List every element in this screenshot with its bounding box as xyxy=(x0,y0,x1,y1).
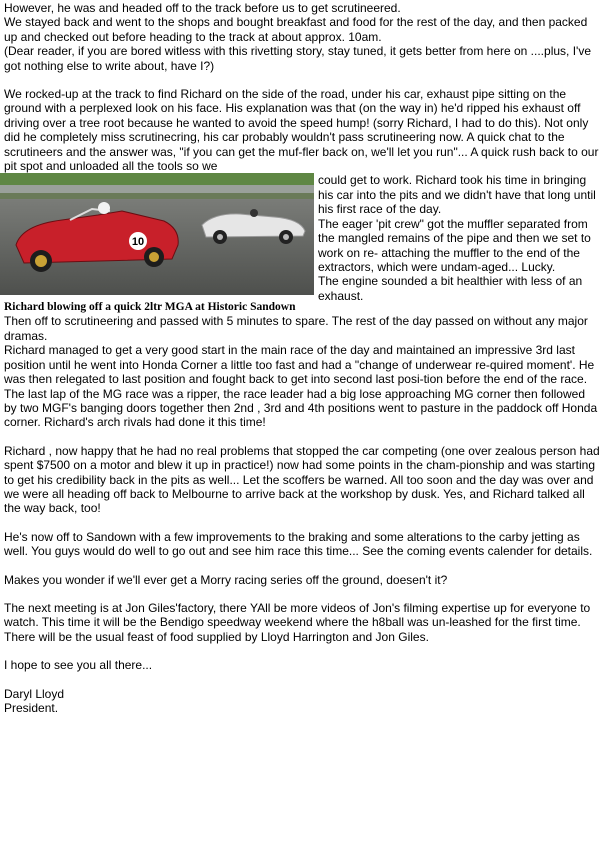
intro-line-1: However, he was and headed off to the track before us to get scrutineered. xyxy=(4,1,401,15)
race-photo-figure xyxy=(0,173,314,314)
photo-grass xyxy=(0,173,314,187)
signature-title: President. xyxy=(4,701,59,715)
paragraph-sandown: He's now off to Sandown with a few improvements to the braking and some alterations to the carby jetting as well. You guys would do well to go out and see him race this time... See the coming events calender for details. xyxy=(4,529,593,559)
race-photo xyxy=(0,173,314,295)
article xyxy=(4,1,600,715)
paragraph-race: Richard managed to get a very good start in the main race of the day and maintained an impressive 3rd last position until he went into Honda Corner a little too fast and had a "change of underwear re-quired moment'. He was then relegated to last position and fought back to get into second last posi-tion before the end of the race. The last lap of the MG race was a ripper, the race leader had a big lose approaching MG corner then followed by two MGF's banging doors together then 2nd , 3rd and 4th positions went to pasture in the paddock off Honda corner. Richard's arch rivals had done it this time! xyxy=(4,343,598,430)
intro-line-3: (Dear reader, if you are bored witless with this rivetting story, stay tuned, it gets better from here on ....plus, I've got nothing else to write about, have I?) xyxy=(4,44,591,73)
paragraph-exhaust: We rocked-up at the track to find Richard on the side of the road, under his car, exhaust pipe sitting on the ground with a perplexed look on his face. His explanation was that (on the way in) he'd ripped his exhaust off driving over a tree root because he wanted to avoid the speed hump! (sorry Richard, I had to do this). Not only did he completely miss scrutinecring, his car probably wouldn't pass scrutineering now. A quick chat to the scrutineers and the answer was, "if you can get the muf-fler back on, we'll let you run"... A quick rush back to our pit spot and unloaded all the tools so we xyxy=(4,87,599,174)
car-number: 10 xyxy=(131,236,145,249)
paragraph-see-you: I hope to see you all there... xyxy=(4,658,153,673)
intro-line-2: We stayed back and went to the shops and bought breakfast and food for the rest of the day, and then packed up and checked out before heading to the track at about approx. 10am. xyxy=(4,15,588,44)
paragraph-morry: Makes you wonder if we'll ever get a Morry racing series off the ground, doesen't it? xyxy=(4,572,448,587)
photo-caption: Richard blowing off a quick 2ltr MGA at Historic Sandown xyxy=(4,301,296,314)
paragraph-points: Richard , now happy that he had no real problems that stopped the car competing (one over zealous person had spent $7500 on a motor and blew it up in practice!) now had some points in the cham-pionship and was starting to get his credibility back in the pits as well... Let the scoffers be warned. All too soon and the day was over and we were all heading off back to Melbourne to arrive back at the workshop by dusk. Yes, and Richard talked all the way back, too! xyxy=(4,443,600,516)
signature-name: Daryl Lloyd xyxy=(4,686,65,701)
side-text-3: The engine sounded a bit healthier with less of an exhaust. xyxy=(318,274,583,303)
side-text-2: The eager 'pit crew" got the muffler separated from the mangled remains of the pipe and then we set to work on re- attaching the muffler to the end of the extractors, which were undam-aged... Lucky. xyxy=(318,216,591,274)
paragraph-next-meeting: The next meeting is at Jon Giles'factory, there YAll be more videos of Jon's filming expertise up for everyone to watch. This time it will be the Bendigo speedway weekend where the h8ball was un-leashed for the first time. There will be the usual feast of food supplied by Lloyd Harrington and Jon Giles. xyxy=(4,600,591,644)
paragraph-scrutineering: Then off to scrutineering and passed with 5 minutes to spare. The rest of the day passed on without any major dramas. xyxy=(4,314,588,343)
side-text-1: could get to work. Richard took his time in bringing his car into the pits and we didn't have that long until his first race of the day. xyxy=(318,173,596,217)
